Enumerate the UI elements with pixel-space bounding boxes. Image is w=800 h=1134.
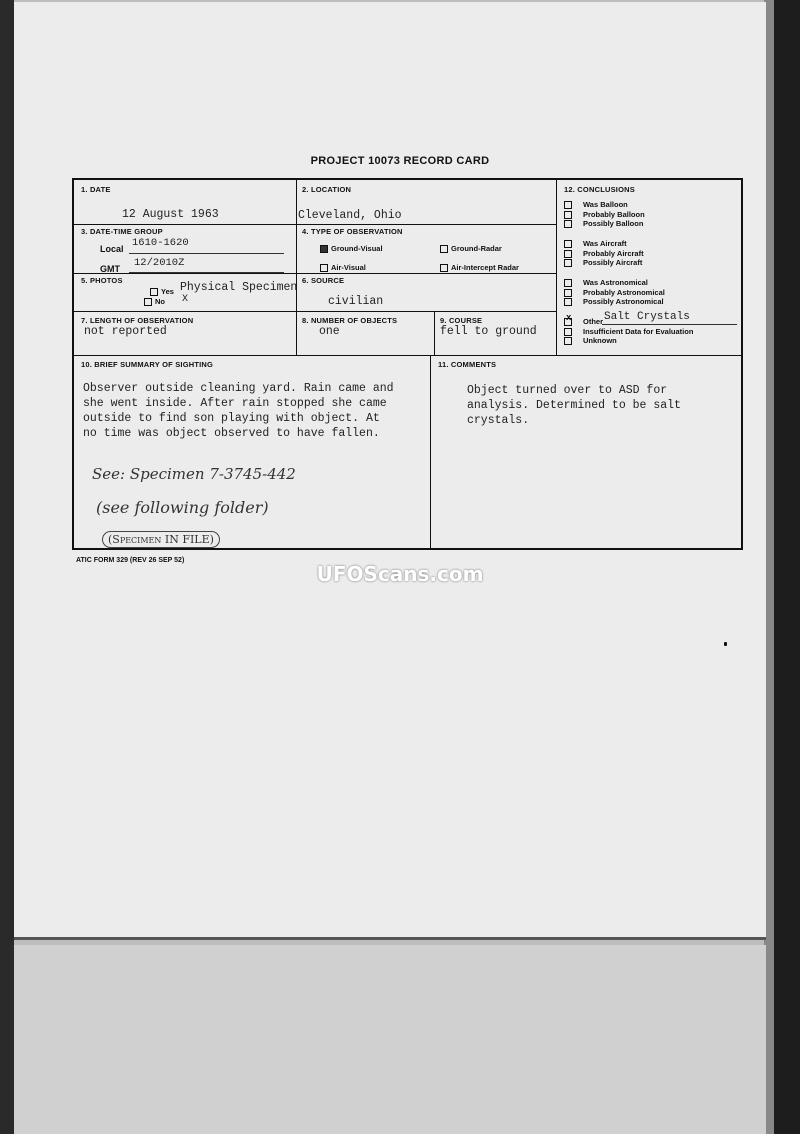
summary-label: 10. BRIEF SUMMARY OF SIGHTING (81, 360, 214, 369)
conclusion-other-value: Salt Crystals (604, 311, 690, 323)
conclusion-item: Possibly Astronomical (564, 297, 664, 306)
underline (129, 253, 284, 254)
checkbox-icon (564, 289, 572, 297)
number-objects-value: one (319, 325, 340, 338)
checkbox-icon (440, 245, 448, 253)
photos-typed-note: Physical Specimen (180, 281, 298, 294)
form-number: ATIC FORM 329 (REV 26 SEP 52) (76, 557, 185, 564)
date-label: 1. DATE (81, 185, 111, 194)
divider (296, 180, 297, 356)
handwritten-specimen-note: See: Specimen 7-3745-442 (92, 465, 296, 483)
observation-type-label: 4. TYPE OF OBSERVATION (302, 227, 403, 236)
checkbox-icon (564, 328, 572, 336)
conclusion-item: Was Aircraft (564, 239, 627, 248)
dtg-local-label: Local (100, 244, 124, 254)
location-value: Cleveland, Ohio (298, 209, 402, 222)
divider (434, 311, 435, 356)
divider (74, 311, 556, 312)
paper-lower-sheet (14, 945, 766, 1134)
handwritten-folder-note: (see following folder) (96, 498, 269, 517)
divider (74, 224, 556, 225)
divider (430, 356, 431, 550)
checkbox-icon (564, 337, 572, 345)
checked-box-icon: x (564, 318, 572, 326)
conclusion-item: Unknown (564, 336, 617, 345)
dtg-label: 3. DATE-TIME GROUP (81, 227, 163, 236)
underline (129, 272, 284, 273)
photos-no: No (144, 297, 165, 306)
conclusion-item: Possibly Balloon (564, 219, 643, 228)
photos-label: 5. PHOTOS (81, 276, 123, 285)
source-value: civilian (328, 295, 384, 308)
checkbox-icon (564, 240, 572, 248)
source-label: 6. SOURCE (302, 276, 345, 285)
checkbox-icon (564, 279, 572, 287)
checkbox-icon (440, 264, 448, 272)
conclusion-item: Was Balloon (564, 200, 628, 209)
card-title: PROJECT 10073 RECORD CARD (310, 155, 490, 167)
location-label: 2. LOCATION (302, 185, 352, 194)
photos-x-mark: X (182, 294, 189, 305)
number-objects-label: 8. NUMBER OF OBJECTS (302, 316, 398, 325)
conclusions-label: 12. CONCLUSIONS (564, 185, 635, 194)
length-value: not reported (84, 325, 167, 338)
course-value: fell to ground (440, 325, 537, 338)
course-label: 9. COURSE (440, 316, 483, 325)
option-ground-radar: Ground-Radar (440, 244, 502, 253)
comments-label: 11. COMMENTS (438, 360, 497, 369)
handwritten-in-file-note: (Specimen IN FILE) (102, 531, 220, 548)
date-value: 12 August 1963 (122, 208, 219, 221)
divider (556, 180, 557, 356)
watermark: UFOScans.com (316, 562, 484, 586)
option-ground-visual: Ground-Visual (320, 244, 383, 253)
checkbox-icon (150, 288, 158, 296)
conclusion-item: Possibly Aircraft (564, 258, 642, 267)
conclusion-item: Probably Aircraft (564, 249, 644, 258)
option-air-visual: Air-Visual (320, 263, 366, 272)
checkbox-icon (320, 264, 328, 272)
dtg-gmt-value: 12/2010Z (134, 257, 185, 269)
speck (724, 642, 727, 646)
dtg-gmt-label: GMT (100, 264, 120, 274)
checkbox-icon (564, 250, 572, 258)
conclusion-other: x Other (566, 313, 604, 326)
comments-text: Object turned over to ASD for analysis. Determined to be salt crystals. (467, 384, 681, 427)
dtg-local-value: 1610-1620 (132, 237, 189, 249)
conclusion-item: Insufficient Data for Evaluation (564, 327, 693, 336)
checkbox-icon (564, 298, 572, 306)
photos-yes: Yes (150, 287, 174, 296)
divider (74, 273, 556, 274)
conclusion-item: Was Astronomical (564, 278, 648, 287)
divider (74, 355, 743, 356)
conclusion-item: Probably Balloon (564, 210, 645, 219)
checked-box-icon (320, 245, 328, 253)
option-air-intercept-radar: Air-Intercept Radar (440, 263, 519, 272)
conclusion-item: Probably Astronomical (564, 288, 665, 297)
underline (602, 324, 737, 325)
checkbox-icon (564, 220, 572, 228)
summary-text: Observer outside cleaning yard. Rain came and she went inside. After rain stopped she came outside to find son playing with object. At no time was object observed to have fallen. (83, 382, 394, 440)
length-label: 7. LENGTH OF OBSERVATION (81, 316, 194, 325)
checkbox-icon (564, 211, 572, 219)
checkbox-icon (564, 259, 572, 267)
record-card (72, 178, 743, 550)
checkbox-icon (564, 201, 572, 209)
checkbox-icon (144, 298, 152, 306)
